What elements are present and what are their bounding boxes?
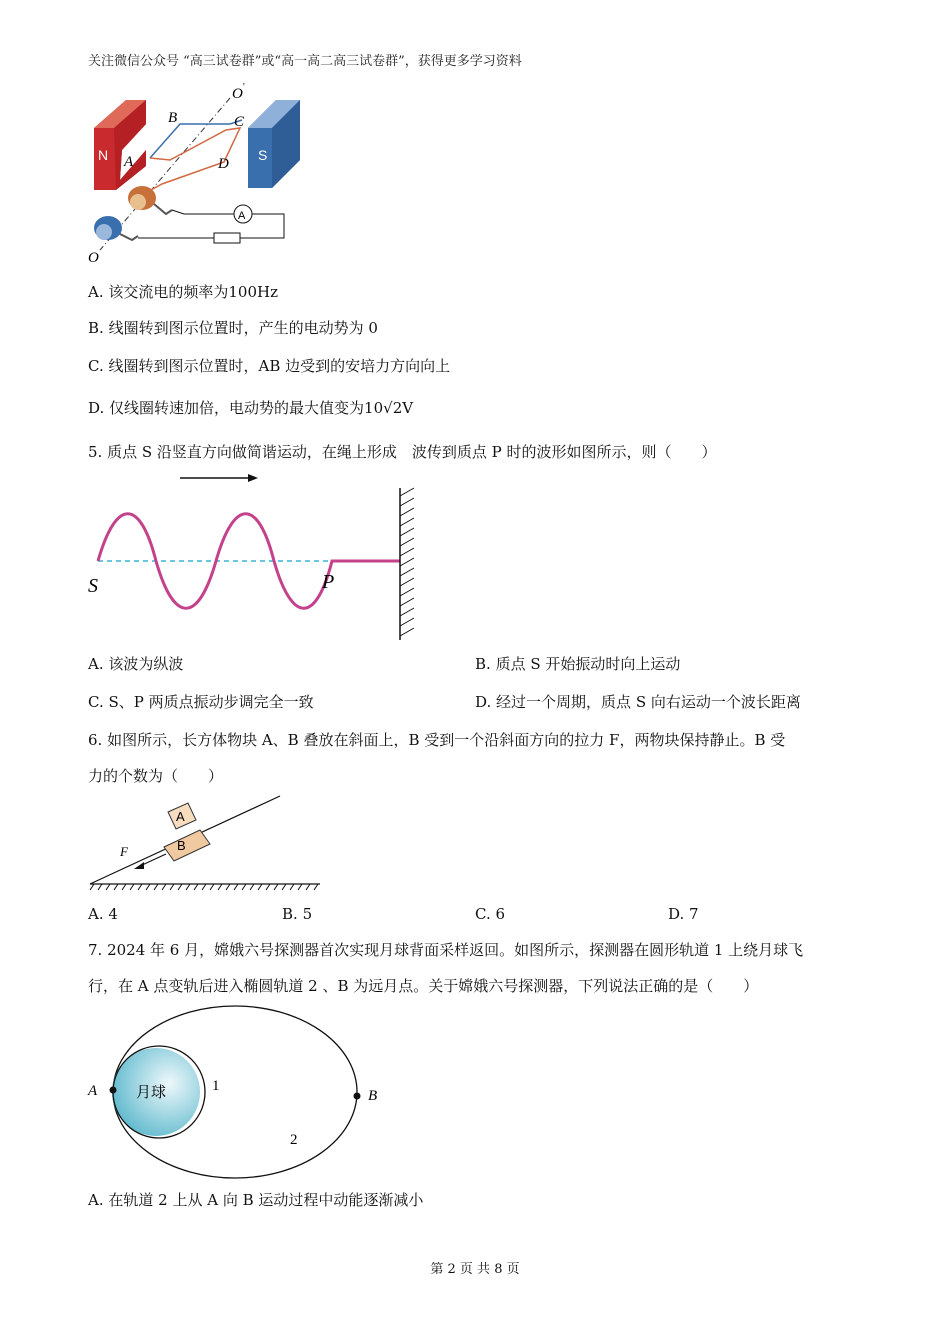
option-letter: C. [88,693,104,711]
option-letter: B. [282,905,298,923]
option-text: 线圈转到图示位置时，AB 边受到的安培力方向向上 [108,357,451,375]
label-orbit-2: 2 [290,1132,298,1148]
label-c: C [234,114,245,130]
label-o-prime: O [232,86,243,102]
option-text: 5 [302,905,313,923]
q5-option-d[interactable] [475,692,801,712]
q4-option-a[interactable] [88,282,278,302]
q5-option-c[interactable] [88,692,314,712]
option-letter: B. [88,319,104,337]
label-b: B [368,1088,378,1104]
label-a: A [88,1083,98,1099]
option-letter: A. [88,655,104,673]
q4-option-b[interactable] [88,318,378,338]
q6-option-a[interactable] [88,904,118,924]
label-s: S [258,147,268,163]
q4-option-d[interactable] [88,398,413,418]
option-text: 质点 S 开始振动时向上运动 [495,655,681,673]
page-header: 关注微信公众号 “高三试卷群”或“高一高二高三试卷群”，获得更多学习资料 [88,54,522,69]
label-force-f: F [120,844,128,859]
q5-stem: 5. 质点 S 沿竖直方向做简谐运动，在绳上形成 波传到质点 P 时的波形如图所示，则（ ） [88,443,717,461]
q6-stem-line2: 力的个数为（ ） [88,767,224,785]
q7-stem-line2: 行，在 A 点变轨后进入椭圆轨道 2 、B 为远月点。关于嫦娥六号探测器，下列说法正确的是（ ） [88,977,759,995]
generator-figure [80,80,320,270]
option-letter: D. [668,905,685,923]
point-a [110,1087,117,1094]
label-prime-mark: ' [243,82,245,93]
option-text: 经过一个周期，质点 S 向右运动一个波长距离 [496,693,801,711]
incline-figure [84,792,324,896]
option-letter: D. [88,399,105,417]
option-letter: A. [88,905,104,923]
label-block-a: A [176,809,185,824]
q7-stem-line1: 7. 2024 年 6 月，嫦娥六号探测器首次实现月球背面采样返回。如图所示，探测器在圆形轨道 1 上绕月球飞 [88,941,804,959]
label-ammeter: A [238,210,246,222]
q5-option-b[interactable] [475,654,680,674]
option-letter: A. [88,283,104,301]
q5-option-a[interactable] [88,654,183,674]
label-n: N [98,147,109,163]
option-text: 在轨道 2 上从 A 向 B 运动过程中动能逐渐减小 [108,1191,424,1209]
label-block-b: B [177,838,186,853]
option-text: 4 [108,905,118,923]
point-b [354,1093,361,1100]
label-orbit-1: 1 [212,1078,220,1094]
option-letter: C. [88,357,104,375]
q6-option-d[interactable] [668,904,699,924]
option-letter: A. [88,1191,104,1209]
q4-option-c[interactable] [88,356,450,376]
option-letter: D. [475,693,492,711]
label-b: B [168,110,178,126]
label-s: S [88,575,98,597]
option-letter: B. [475,655,491,673]
q6-stem-line1: 6. 如图所示，长方体物块 A、B 叠放在斜面上，B 受到一个沿斜面方向的拉力 F，两物块保持静止。B 受 [88,731,786,749]
block-b [164,830,210,861]
label-d: D [218,156,229,172]
orbit-figure [84,1004,394,1184]
label-moon: 月球 [136,1084,167,1101]
label-o: O [88,250,99,266]
wave-figure [80,468,430,648]
q6-option-b[interactable] [282,904,312,924]
q7-option-a[interactable] [88,1190,423,1210]
label-p: P [322,571,335,593]
option-text: 该波为纵波 [108,655,184,673]
q6-option-c[interactable] [475,904,505,924]
resistor [214,233,240,243]
option-text: 仅线圈转速加倍，电动势的最大值变为10√2V [109,399,414,417]
label-a: A [124,154,134,170]
option-text: 7 [689,905,699,923]
option-text: S、P 两质点振动步调完全一致 [108,693,314,711]
option-text: 该交流电的频率为100Hz [108,283,279,301]
page-footer: 第 2 页 共 8 页 [430,1262,520,1277]
option-letter: C. [475,905,491,923]
option-text: 线圈转到图示位置时，产生的电动势为 0 [108,319,378,337]
option-text: 6 [495,905,506,923]
